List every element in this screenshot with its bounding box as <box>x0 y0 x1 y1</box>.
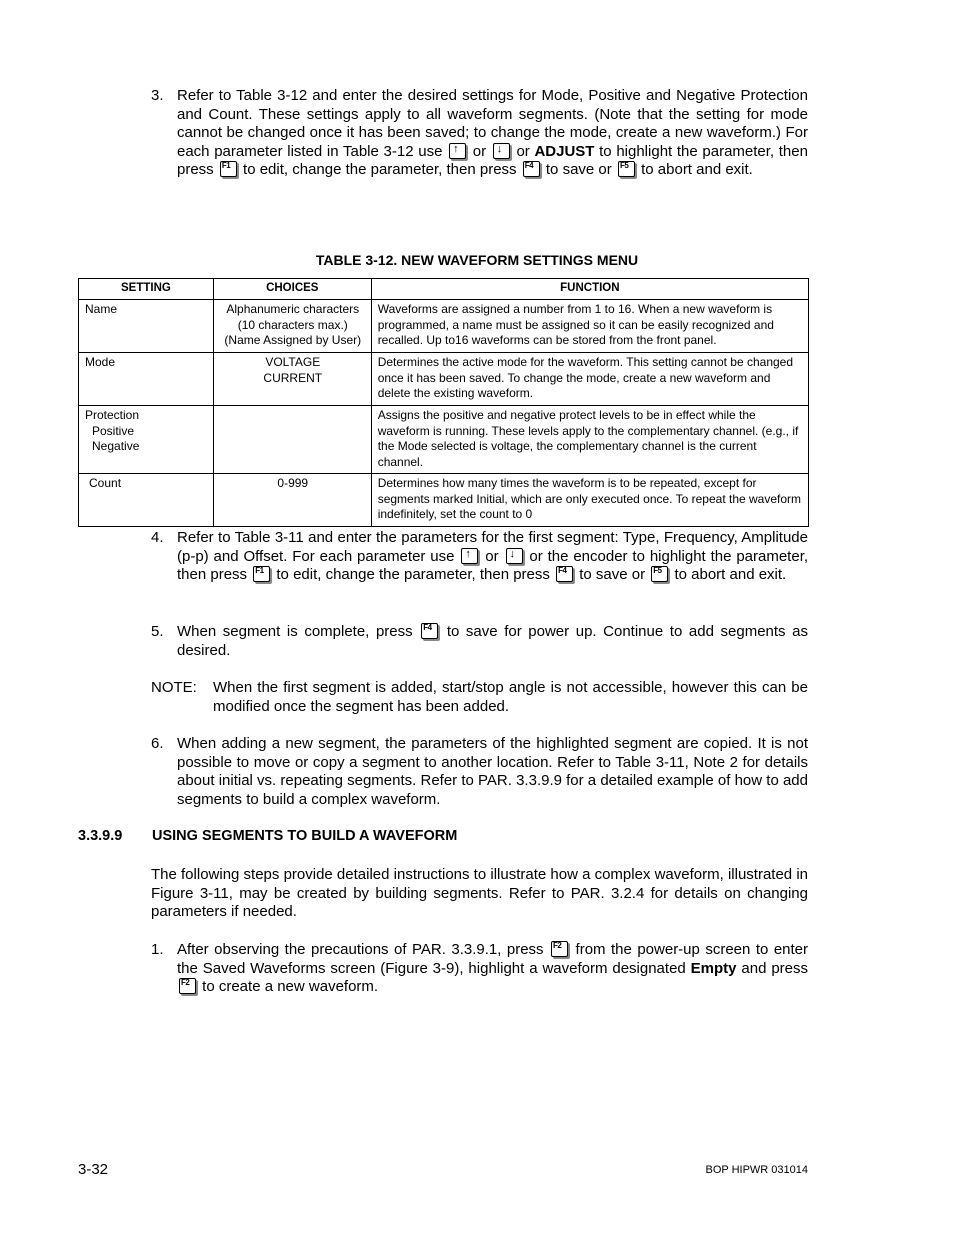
f5-key-icon: F5 <box>618 161 635 177</box>
header-setting: SETTING <box>79 279 214 300</box>
step-3 <box>151 87 808 180</box>
note <box>151 679 808 716</box>
setting-cell: Protection Positive Negative <box>79 406 214 474</box>
down-arrow-key-icon: ↓ <box>506 548 523 564</box>
f1-key-icon: F1 <box>253 566 270 582</box>
step-number: 3. <box>151 87 164 104</box>
step-number: 5. <box>151 623 164 640</box>
choices-cell: VOLTAGE CURRENT <box>213 353 371 406</box>
page-number: 3-32 <box>78 1161 109 1178</box>
f2-key-icon: F2 <box>551 941 568 957</box>
setting-cell: Name <box>79 300 214 353</box>
table-row <box>79 406 809 474</box>
step-text: Refer to Table 3-11 and enter the parameters for the first segment: Type, Frequency, Amplitude (p-p) and Offset. For each parameter use ↑ or ↓ or the encoder to highlight the parameter, then press F1 to edit, change the parameter, then press F4 to save or F5 to abort and exit. <box>177 529 809 584</box>
note-label: NOTE: <box>151 679 197 696</box>
f4-key-icon: F4 <box>421 623 438 639</box>
step-text: After observing the precautions of PAR. 3.3.9.1, press F2 from the power-up screen to enter the Saved Waveforms screen (Figure 3-9), highlight a waveform designated Empty and press F2 to create a new waveform. <box>177 941 809 996</box>
step-4 <box>151 529 808 585</box>
down-arrow-key-icon: ↓ <box>493 143 510 159</box>
choices-cell: 0-999 <box>213 474 371 527</box>
choices-cell <box>213 406 371 474</box>
table-row <box>79 300 809 353</box>
settings-table <box>78 278 809 527</box>
function-cell: Determines how many times the waveform is to be repeated, except for segments marked Initial, which are only executed once. To repeat the waveform indefinitely, set the count to 0 <box>371 474 808 527</box>
table-row <box>79 353 809 406</box>
function-cell: Assigns the positive and negative protect levels to be in effect while the waveform is running. These levels apply to the complementary channel. (e.g., if the Mode selected is voltage, the complementary channel is the current channel. <box>371 406 808 474</box>
step-number: 6. <box>151 735 164 752</box>
step-6 <box>151 735 808 809</box>
document-id: BOP HIPWR 031014 <box>705 1164 808 1176</box>
setting-cell: Count <box>79 474 214 527</box>
setting-cell: Mode <box>79 353 214 406</box>
intro-paragraph: The following steps provide detailed instructions to illustrate how a complex waveform, illustrated in Figure 3-11, may be created by building segments. Refer to PAR. 3.2.4 for details on changing parameters if needed. <box>151 866 808 921</box>
header-choices: CHOICES <box>213 279 371 300</box>
step-5 <box>151 623 808 660</box>
section-number: 3.3.9.9 <box>78 828 123 844</box>
function-cell: Determines the active mode for the waveform. This setting cannot be changed once it has been saved. To change the mode, create a new waveform and delete the existing waveform. <box>371 353 808 406</box>
note-text: When the first segment is added, start/stop angle is not accessible, however this can be modified once the segment has been added. <box>213 679 808 715</box>
f1-key-icon: F1 <box>220 161 237 177</box>
table-title: TABLE 3-12. NEW WAVEFORM SETTINGS MENU <box>315 252 639 268</box>
f2-key-icon: F2 <box>179 978 196 994</box>
choices-cell: Alphanumeric characters (10 characters max.) (Name Assigned by User) <box>213 300 371 353</box>
step-1 <box>151 941 808 997</box>
function-cell: Waveforms are assigned a number from 1 to 16. When a new waveform is programmed, a name must be assigned so it can be easily recognized and recalled. Up to16 waveforms can be stored from the front panel. <box>371 300 808 353</box>
up-arrow-key-icon: ↑ <box>449 143 466 159</box>
step-number: 1. <box>151 941 164 958</box>
table-header-row <box>79 279 809 300</box>
f4-key-icon: F4 <box>556 566 573 582</box>
table-row <box>79 474 809 527</box>
step-number: 4. <box>151 529 164 546</box>
f5-key-icon: F5 <box>651 566 668 582</box>
up-arrow-key-icon: ↑ <box>461 548 478 564</box>
step-text: Refer to Table 3-12 and enter the desired settings for Mode, Positive and Negative Protection and Count. These settings apply to all waveform segments. (Note that the setting for mode cannot be changed once it has been saved; to change the mode, create a new waveform.) For each parameter listed in Table 3-12 use ↑ or ↓ or ADJUST to highlight the parameter, then press F1 to edit, change the parameter, then press F4 to save or F5 to abort and exit. <box>177 87 808 179</box>
step-text: When segment is complete, press F4 to save for power up. Continue to add segments as desired. <box>177 623 808 659</box>
f4-key-icon: F4 <box>523 161 540 177</box>
header-function: FUNCTION <box>371 279 808 300</box>
step-text: When adding a new segment, the parameters of the highlighted segment are copied. It is not possible to move or copy a segment to another location. Refer to Table 3-11, Note 2 for details about initial vs. repeating segments. Refer to PAR. 3.3.9.9 for a detailed example of how to add segments to build a complex waveform. <box>177 735 808 808</box>
section-title: USING SEGMENTS TO BUILD A WAVEFORM <box>152 828 458 844</box>
